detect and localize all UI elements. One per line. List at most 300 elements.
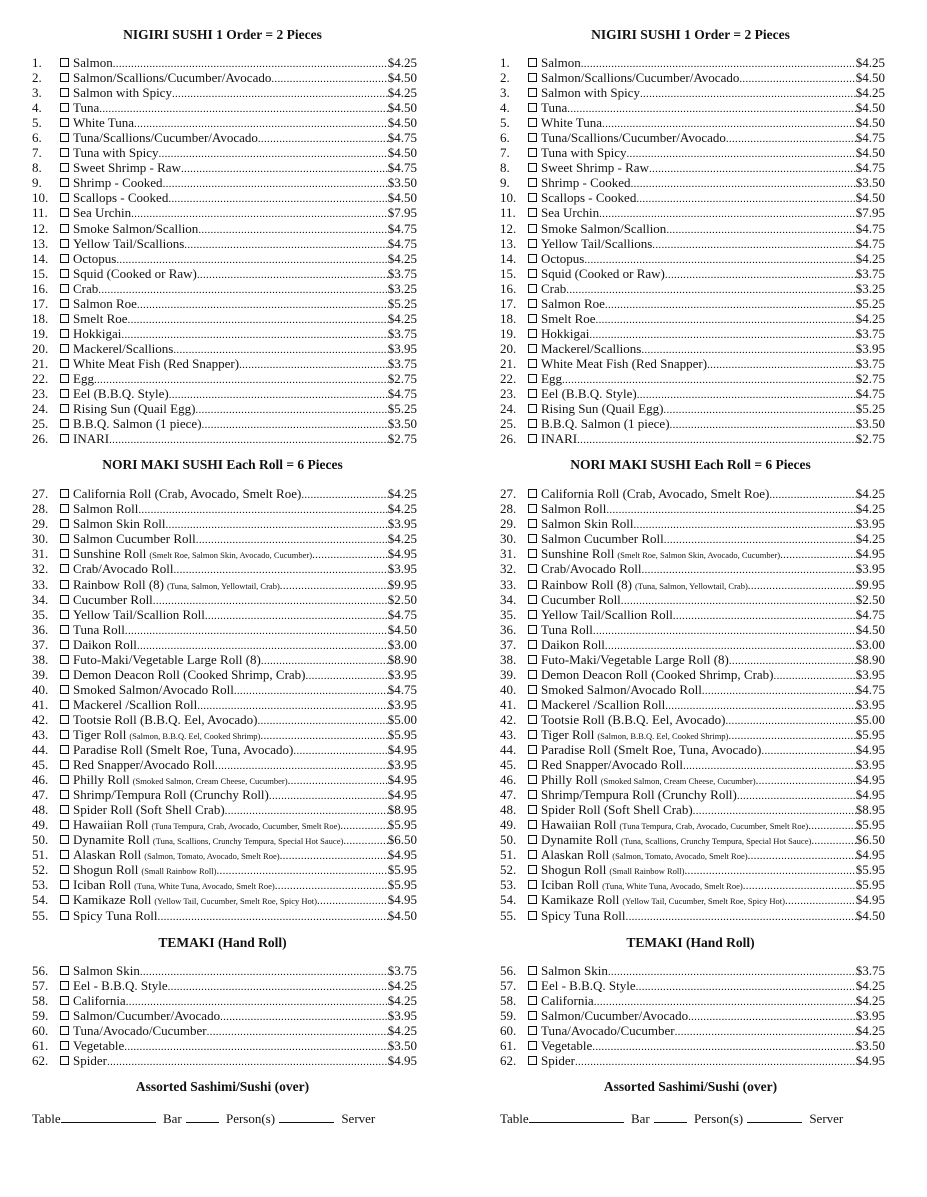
order-checkbox[interactable] [528, 224, 537, 233]
persons-blank[interactable] [279, 1110, 334, 1123]
item-name: Spider [73, 1052, 107, 1068]
order-checkbox[interactable] [528, 835, 537, 844]
item-number: 8. [500, 160, 510, 176]
item-name: Rising Sun (Quail Egg) [73, 401, 196, 417]
item-number: 35. [32, 606, 49, 622]
item-name: White Tuna [73, 115, 135, 131]
item-number: 61. [500, 1037, 517, 1053]
item-price: $4.95 [387, 847, 417, 863]
item-name: Tootsie Roll (B.B.Q. Eel, Avocado) [73, 711, 258, 727]
order-checkbox[interactable] [60, 805, 69, 814]
order-checkbox[interactable] [528, 981, 537, 990]
item-number: 22. [500, 370, 517, 386]
order-checkbox[interactable] [60, 1011, 69, 1020]
order-checkbox[interactable] [528, 966, 537, 975]
menu-item-row [32, 160, 417, 175]
order-checkbox[interactable] [528, 103, 537, 112]
item-price: $2.50 [387, 591, 417, 607]
item-price: $3.50 [855, 175, 885, 191]
order-checkbox[interactable] [60, 489, 69, 498]
item-price: $4.50 [855, 621, 885, 637]
item-number: 26. [32, 431, 49, 447]
item-number: 14. [500, 250, 517, 266]
order-checkbox[interactable] [528, 610, 537, 619]
order-checkbox[interactable] [60, 655, 69, 664]
item-price: $4.50 [387, 70, 417, 86]
item-number: 44. [32, 742, 49, 758]
order-checkbox[interactable] [60, 580, 69, 589]
order-checkbox[interactable] [528, 1026, 537, 1035]
order-checkbox[interactable] [60, 640, 69, 649]
item-number: 40. [500, 681, 517, 697]
item-number: 5. [500, 115, 510, 131]
item-number: 34. [500, 591, 517, 607]
order-checkbox[interactable] [528, 745, 537, 754]
item-price: $3.50 [387, 416, 417, 432]
menu-item-row [500, 561, 885, 576]
item-name: Salmon Cucumber Roll [541, 531, 664, 547]
order-checkbox[interactable] [528, 895, 537, 904]
item-number: 22. [32, 370, 49, 386]
order-checkbox[interactable] [60, 610, 69, 619]
item-number: 39. [500, 666, 517, 682]
item-number: 50. [32, 832, 49, 848]
item-number: 17. [500, 295, 517, 311]
server-label: Server [341, 1110, 376, 1126]
menu-item-row [32, 577, 417, 592]
menu-item-row [32, 546, 417, 561]
item-price: $3.50 [387, 175, 417, 191]
order-checkbox[interactable] [60, 299, 69, 308]
order-checkbox[interactable] [528, 625, 537, 634]
order-checkbox[interactable] [528, 88, 537, 97]
item-price: $4.95 [855, 892, 885, 908]
item-name: Futo-Maki/Vegetable Large Roll (8) [541, 651, 729, 667]
order-checkbox[interactable] [60, 434, 69, 443]
order-checkbox[interactable] [60, 193, 69, 202]
item-number: 13. [500, 235, 517, 251]
menu-item-row [500, 416, 885, 431]
menu-item-row [500, 266, 885, 281]
item-price: $4.25 [387, 55, 417, 70]
order-checkbox[interactable] [60, 389, 69, 398]
item-name: Hokkigai [541, 325, 590, 341]
item-price: $4.95 [855, 787, 885, 803]
order-checkbox[interactable] [60, 850, 69, 859]
item-name: Shogun Roll [73, 862, 139, 878]
menu-item-row [500, 802, 885, 817]
item-number: 46. [500, 772, 517, 788]
item-price: $3.95 [855, 1007, 885, 1023]
item-price: $4.50 [855, 100, 885, 116]
order-checkbox[interactable] [528, 730, 537, 739]
order-checkbox[interactable] [60, 625, 69, 634]
menu-item-row [500, 862, 885, 877]
item-name: Crab [541, 280, 567, 296]
order-checkbox[interactable] [528, 685, 537, 694]
order-checkbox[interactable] [60, 254, 69, 263]
item-price: $4.75 [855, 606, 885, 622]
order-checkbox[interactable] [60, 208, 69, 217]
order-checkbox[interactable] [60, 133, 69, 142]
menu-item-row [32, 386, 417, 401]
item-name: Cucumber Roll [73, 591, 153, 607]
order-checkbox[interactable] [528, 374, 537, 383]
order-checkbox[interactable] [528, 911, 537, 920]
order-checkbox[interactable] [528, 148, 537, 157]
order-checkbox[interactable] [60, 835, 69, 844]
item-price: $8.95 [387, 802, 417, 818]
order-checkbox[interactable] [60, 865, 69, 874]
order-checkbox[interactable] [528, 359, 537, 368]
item-number: 7. [500, 145, 510, 161]
item-price: $3.95 [855, 666, 885, 682]
menu-item-row [32, 607, 417, 622]
order-checkbox[interactable] [60, 564, 69, 573]
section-title-nigiri: NIGIRI SUSHI 1 Order = 2 Pieces [591, 27, 790, 42]
item-number: 7. [32, 145, 42, 161]
order-checkbox[interactable] [60, 895, 69, 904]
item-name: Mackerel/Scallions [73, 340, 174, 356]
item-price: $4.75 [387, 386, 417, 402]
item-price: $5.95 [387, 877, 417, 893]
menu-item-row [500, 607, 885, 622]
order-checkbox[interactable] [528, 519, 537, 528]
item-number: 34. [32, 591, 49, 607]
order-checkbox[interactable] [528, 133, 537, 142]
item-name: Philly Roll [541, 772, 598, 788]
order-checkbox[interactable] [60, 790, 69, 799]
item-number: 11. [500, 205, 516, 221]
item-name: INARI [541, 431, 578, 447]
menu-item-row [500, 847, 885, 862]
item-price: $2.75 [855, 431, 885, 447]
item-number: 27. [32, 486, 49, 502]
order-checkbox[interactable] [528, 640, 537, 649]
dot-leader [158, 908, 388, 925]
menu-item-row [32, 622, 417, 637]
item-price: $5.25 [387, 401, 417, 417]
order-checkbox[interactable] [528, 1011, 537, 1020]
order-checkbox[interactable] [60, 670, 69, 679]
bar-blank[interactable] [654, 1110, 687, 1123]
order-checkbox[interactable] [528, 314, 537, 323]
item-name: Tuna Roll [73, 621, 125, 637]
item-price: $3.95 [387, 1007, 417, 1023]
menu-item-row [32, 371, 417, 386]
order-checkbox[interactable] [528, 880, 537, 889]
order-checkbox[interactable] [60, 88, 69, 97]
item-number: 12. [32, 220, 49, 236]
item-price: $5.95 [855, 877, 885, 893]
order-checkbox[interactable] [528, 329, 537, 338]
menu-item-row [32, 561, 417, 576]
order-checkbox[interactable] [528, 178, 537, 187]
item-price: $7.95 [855, 205, 885, 221]
item-name: California [73, 992, 126, 1008]
item-price: $4.50 [387, 621, 417, 637]
order-checkbox[interactable] [528, 595, 537, 604]
item-price: $4.75 [387, 220, 417, 236]
item-name: Crab [73, 280, 99, 296]
item-name: Sweet Shrimp - Raw [541, 160, 649, 176]
item-price: $5.95 [387, 817, 417, 833]
menu-item-row [32, 115, 417, 130]
order-checkbox[interactable] [60, 1041, 69, 1050]
table-blank[interactable] [61, 1110, 156, 1123]
order-checkbox[interactable] [528, 389, 537, 398]
order-checkbox[interactable] [528, 580, 537, 589]
order-checkbox[interactable] [528, 73, 537, 82]
order-checkbox[interactable] [60, 911, 69, 920]
item-number: 25. [32, 416, 49, 432]
item-price: $3.95 [387, 561, 417, 577]
menu-item-row [500, 516, 885, 531]
order-checkbox[interactable] [528, 700, 537, 709]
item-price: $4.95 [855, 772, 885, 788]
menu-item-row [500, 160, 885, 175]
menu-item-row [32, 205, 417, 220]
order-checkbox[interactable] [60, 178, 69, 187]
order-checkbox[interactable] [60, 595, 69, 604]
order-checkbox[interactable] [528, 655, 537, 664]
menu-item-row [32, 416, 417, 431]
menu-item-row [500, 190, 885, 205]
bar-blank[interactable] [186, 1110, 219, 1123]
item-number: 41. [500, 696, 517, 712]
order-checkbox[interactable] [60, 148, 69, 157]
dot-leader [109, 431, 388, 448]
order-checkbox[interactable] [60, 359, 69, 368]
order-checkbox[interactable] [528, 163, 537, 172]
order-checkbox[interactable] [60, 329, 69, 338]
order-checkbox[interactable] [60, 981, 69, 990]
item-number: 13. [32, 235, 49, 251]
bar-label: Bar [162, 1110, 182, 1126]
item-number: 21. [32, 355, 49, 371]
order-checkbox[interactable] [60, 966, 69, 975]
item-price: $4.95 [387, 892, 417, 908]
menu-item-row [500, 1023, 885, 1038]
order-checkbox[interactable] [528, 790, 537, 799]
item-price: $4.75 [855, 386, 885, 402]
assorted-note: Assorted Sashimi/Sushi (over) [603, 1078, 778, 1094]
item-price: $2.75 [387, 370, 417, 386]
order-checkbox[interactable] [528, 996, 537, 1005]
item-name: Hawaiian Roll [73, 817, 149, 833]
item-number: 5. [32, 115, 42, 131]
item-number: 48. [32, 802, 49, 818]
order-checkbox[interactable] [528, 118, 537, 127]
order-checkbox[interactable] [528, 865, 537, 874]
order-checkbox[interactable] [528, 549, 537, 558]
order-checkbox[interactable] [528, 760, 537, 769]
order-checkbox[interactable] [528, 775, 537, 784]
menu-item-row [32, 266, 417, 281]
order-checkbox[interactable] [60, 775, 69, 784]
menu-item-row [32, 311, 417, 326]
item-name: Salmon Roll [73, 501, 139, 517]
order-checkbox[interactable] [60, 224, 69, 233]
item-price: $4.95 [855, 1052, 885, 1068]
order-checkbox[interactable] [60, 820, 69, 829]
menu-item-row [32, 236, 417, 251]
order-checkbox[interactable] [60, 163, 69, 172]
item-name: Tuna [541, 100, 568, 116]
menu-item-row [32, 652, 417, 667]
order-checkbox[interactable] [60, 314, 69, 323]
order-checkbox[interactable] [60, 118, 69, 127]
item-name: Salmon Skin Roll [541, 516, 634, 532]
item-price: $4.50 [855, 70, 885, 86]
item-price: $8.90 [387, 651, 417, 667]
item-price: $3.00 [387, 636, 417, 652]
item-name: Spider Roll (Soft Shell Crab) [541, 802, 693, 818]
order-checkbox[interactable] [60, 519, 69, 528]
menu-item-row [32, 1038, 417, 1053]
item-number: 54. [500, 892, 517, 908]
order-checkbox[interactable] [528, 820, 537, 829]
item-number: 4. [500, 100, 510, 116]
menu-item-row [32, 531, 417, 546]
item-name: Smelt Roe [541, 310, 596, 326]
order-checkbox[interactable] [60, 269, 69, 278]
item-name: Smoke Salmon/Scallion [541, 220, 667, 236]
order-checkbox[interactable] [60, 685, 69, 694]
order-checkbox[interactable] [60, 745, 69, 754]
menu-item-row [500, 1038, 885, 1053]
item-number: 3. [32, 85, 42, 101]
order-checkbox[interactable] [528, 58, 537, 67]
order-checkbox[interactable] [528, 299, 537, 308]
order-checkbox[interactable] [528, 1056, 537, 1065]
order-checkbox[interactable] [60, 239, 69, 248]
item-price: $4.50 [855, 145, 885, 161]
order-checkbox[interactable] [60, 730, 69, 739]
item-ingredients: (Tuna Tempura, Crab, Avocado, Cucumber, Smelt Roe) [151, 821, 341, 832]
item-name: Octopus [541, 250, 585, 266]
item-number: 2. [500, 70, 510, 86]
section-title-nori-maki: NORI MAKI SUSHI Each Roll = 6 Pieces [570, 457, 811, 473]
menu-item-row [500, 592, 885, 607]
order-checkbox[interactable] [60, 404, 69, 413]
menu-item-row [32, 727, 417, 742]
order-checkbox[interactable] [60, 103, 69, 112]
order-checkbox[interactable] [528, 670, 537, 679]
item-name: Mackerel /Scallion Roll [541, 696, 666, 712]
menu-item-row [500, 115, 885, 130]
item-price: $8.90 [855, 651, 885, 667]
order-checkbox[interactable] [528, 239, 537, 248]
order-checkbox[interactable] [60, 284, 69, 293]
item-ingredients: (Tuna, Salmon, Yellowtail, Crab) [635, 580, 748, 591]
order-checkbox[interactable] [528, 419, 537, 428]
order-checkbox[interactable] [60, 419, 69, 428]
menu-item-row [500, 1053, 885, 1068]
persons-blank[interactable] [747, 1110, 802, 1123]
order-checkbox[interactable] [60, 549, 69, 558]
order-checkbox[interactable] [528, 434, 537, 443]
order-checkbox[interactable] [528, 269, 537, 278]
section-title-temaki: TEMAKI (Hand Roll) [626, 934, 755, 950]
order-checkbox[interactable] [60, 700, 69, 709]
order-checkbox[interactable] [60, 73, 69, 82]
item-name: Spicy Tuna Roll [541, 907, 626, 923]
order-checkbox[interactable] [60, 1056, 69, 1065]
item-number: 15. [32, 265, 49, 281]
order-checkbox[interactable] [60, 344, 69, 353]
order-checkbox[interactable] [528, 489, 537, 498]
item-price: $3.75 [855, 355, 885, 371]
item-price: $4.75 [387, 130, 417, 146]
item-number: 48. [500, 802, 517, 818]
order-checkbox[interactable] [528, 193, 537, 202]
order-checkbox[interactable] [60, 715, 69, 724]
item-name: Crab/Avocado Roll [541, 561, 642, 577]
menu-item-row [32, 85, 417, 100]
item-price: $4.50 [855, 115, 885, 131]
order-checkbox[interactable] [528, 254, 537, 263]
order-checkbox[interactable] [528, 805, 537, 814]
item-name: Paradise Roll (Smelt Roe, Tuna, Avocado) [73, 742, 294, 758]
menu-item-row [32, 963, 417, 978]
item-number: 17. [32, 295, 49, 311]
item-name: Shrimp - Cooked [541, 175, 631, 191]
order-checkbox[interactable] [60, 504, 69, 513]
order-checkbox[interactable] [528, 564, 537, 573]
item-name: Daikon Roll [73, 636, 137, 652]
order-checkbox[interactable] [528, 404, 537, 413]
order-checkbox[interactable] [60, 1026, 69, 1035]
order-checkbox[interactable] [60, 996, 69, 1005]
item-name: Hawaiian Roll [541, 817, 617, 833]
menu-item-row [32, 832, 417, 847]
order-checkbox[interactable] [60, 534, 69, 543]
item-price: $4.25 [855, 501, 885, 517]
order-checkbox[interactable] [528, 208, 537, 217]
order-checkbox[interactable] [528, 344, 537, 353]
order-checkbox[interactable] [60, 374, 69, 383]
order-checkbox[interactable] [528, 850, 537, 859]
item-name: Cucumber Roll [541, 591, 621, 607]
order-checkbox[interactable] [528, 504, 537, 513]
order-checkbox[interactable] [528, 534, 537, 543]
item-name: Crab/Avocado Roll [73, 561, 174, 577]
order-checkbox[interactable] [60, 880, 69, 889]
item-number: 62. [500, 1052, 517, 1068]
menu-item-row [32, 221, 417, 236]
item-name: California Roll (Crab, Avocado, Smelt Roe) [541, 486, 770, 502]
order-checkbox[interactable] [528, 715, 537, 724]
item-price: $4.25 [387, 310, 417, 326]
item-number: 20. [500, 340, 517, 356]
table-blank[interactable] [529, 1110, 624, 1123]
item-name: Kamikaze Roll [73, 892, 152, 908]
item-price: $4.95 [387, 772, 417, 788]
menu-item-row [32, 712, 417, 727]
menu-item-row [500, 486, 885, 501]
order-checkbox[interactable] [528, 1041, 537, 1050]
order-checkbox[interactable] [528, 284, 537, 293]
item-name: Sunshine Roll [541, 546, 615, 562]
order-checkbox[interactable] [60, 760, 69, 769]
item-name: Eel - B.B.Q. Style [541, 977, 636, 993]
order-sheet-right [500, 0, 885, 1128]
order-checkbox[interactable] [60, 58, 69, 67]
menu-item-row [32, 637, 417, 652]
item-number: 49. [500, 817, 517, 833]
item-price: $4.25 [855, 85, 885, 101]
